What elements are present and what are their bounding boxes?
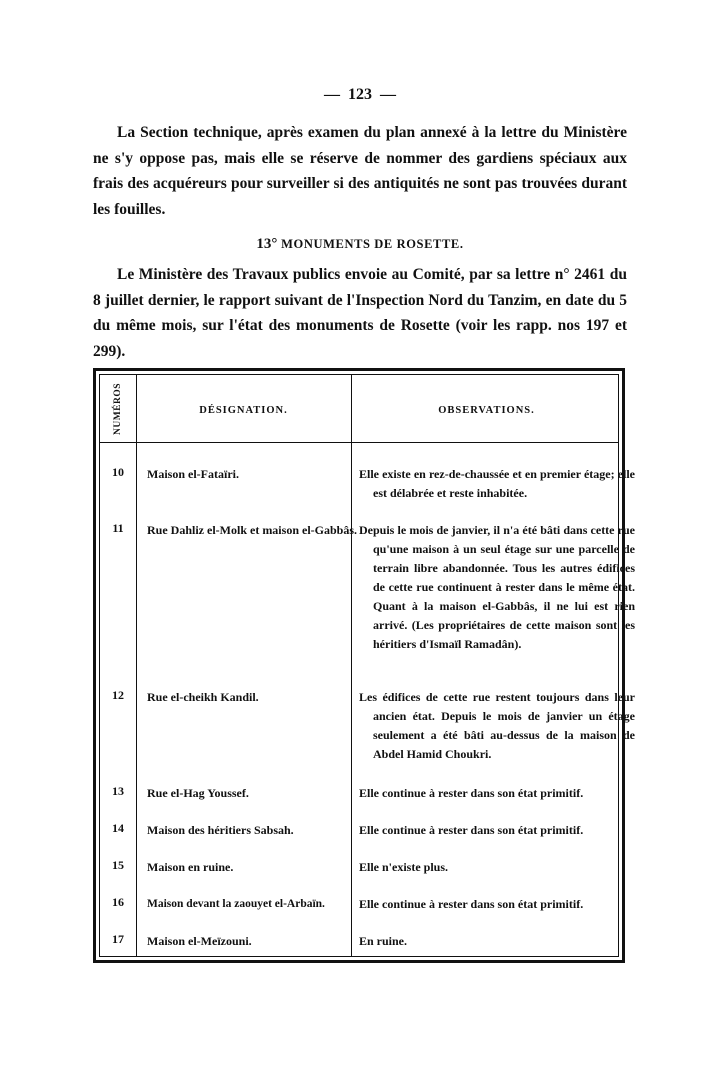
- paragraph-section-technique: [93, 120, 627, 222]
- row-number: 12: [112, 688, 124, 702]
- paragraph-2-text: Le Ministère des Travaux publics envoie au Comité, par sa lettre n° 2461 du 8 juillet dernier, le rapport suivant de l'Inspection Nord du Tanzim, en date du 5 du même mois, sur l'état des monuments de Rosette (voir les rapp. nos 197 et 299).: [93, 266, 627, 360]
- row-designation: Rue el-cheikh Kandil.: [147, 690, 259, 704]
- row-observations: Elle continue à rester dans son état primitif.: [359, 823, 584, 837]
- header-divider: [100, 442, 618, 443]
- row-designation: Maison el-Meïzouni.: [147, 934, 252, 948]
- section-heading: [0, 236, 720, 253]
- row-number: 16: [112, 895, 124, 909]
- row-designation: Maison el-Fataïri.: [147, 467, 239, 481]
- section-number: 13°: [256, 236, 278, 252]
- row-observations: Elle existe en rez-de-chaussée et en premier étage; elle est délabrée et reste inhabitée.: [359, 467, 635, 500]
- row-number: 15: [112, 858, 124, 872]
- header-numeros-label: NUMÉROS: [113, 382, 123, 436]
- row-designation: Maison des héritiers Sabsah.: [147, 823, 294, 837]
- row-observations: Elle n'existe plus.: [359, 860, 449, 874]
- row-number: 17: [112, 932, 124, 946]
- section-title: MONUMENTS DE ROSETTE.: [281, 237, 464, 251]
- header-observations: OBSERVATIONS.: [438, 405, 535, 416]
- monuments-table: [93, 368, 635, 963]
- row-number: 11: [112, 521, 124, 535]
- row-observations: Elle continue à rester dans son état primitif.: [359, 786, 584, 800]
- table-inner-border: [99, 374, 635, 957]
- row-designation: Maison en ruine.: [147, 860, 234, 874]
- row-observations: Elle continue à rester dans son état primitif.: [359, 897, 584, 911]
- row-designation: Rue Dahliz el-Molk et maison el-Gabbâs.: [147, 523, 357, 537]
- row-designation: Maison devant la zaouyet el-Arbaïn.: [147, 898, 325, 910]
- row-designation: Rue el-Hag Youssef.: [147, 786, 249, 800]
- column-divider: [136, 375, 137, 956]
- row-observations: Les édifices de cette rue restent toujours dans leur ancien état. Depuis le mois de janvier un étage seulement a été bâti au-dessus de la maison de Abdel Hamid Choukri.: [359, 690, 635, 761]
- column-divider: [351, 375, 352, 956]
- row-number: 14: [112, 821, 124, 835]
- paragraph-1-text: La Section technique, après examen du plan annexé à la lettre du Ministère ne s'y oppose pas, mais elle se réserve de nommer des gardiens spéciaux aux frais des acquéreurs pour surveiller si des antiquités ne sont pas trouvées durant les fouilles.: [93, 124, 627, 218]
- header-designation: DÉSIGNATION.: [199, 405, 288, 416]
- row-number: 10: [112, 465, 124, 479]
- row-observations: Depuis le mois de janvier, il n'a été bâti dans cette rue qu'une maison à un seul étage sur une parcelle de terrain libre abandonnée. Tous les autres édifices de cette rue continuent à rester dans le même état. Quant à la maison el-Gabbâs, il ne lui est rien arrivé. (Les propriétaires de cette maison sont les héritiers d'Ismaïl Ramadân).: [359, 523, 635, 651]
- header-numeros: [100, 381, 136, 437]
- row-observations: En ruine.: [359, 934, 408, 948]
- row-number: 13: [112, 784, 124, 798]
- paragraph-ministere: [93, 262, 627, 364]
- page-number: — 123 —: [324, 86, 396, 103]
